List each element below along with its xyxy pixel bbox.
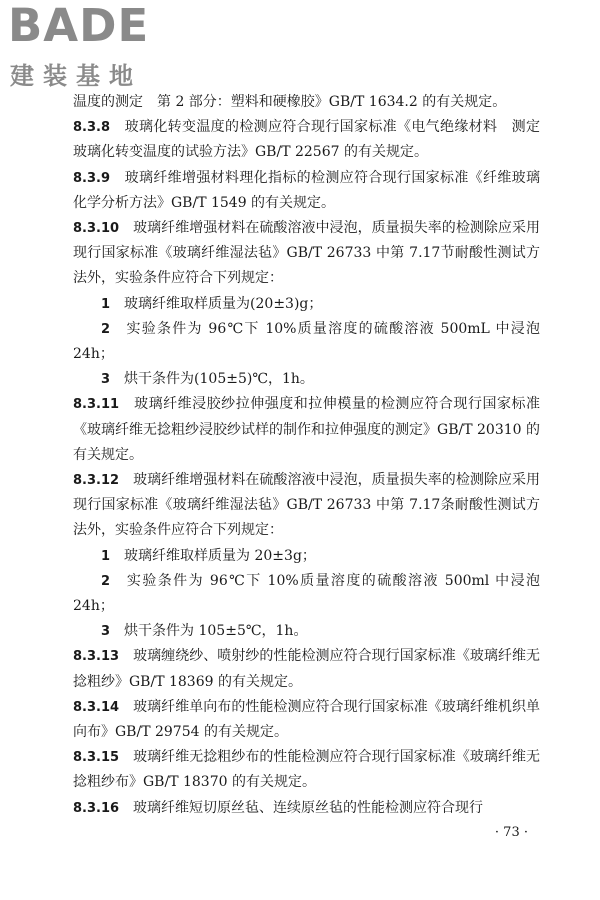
page-number: · 73 · — [494, 825, 528, 840]
list-item — [73, 569, 540, 619]
clause-number: 8.3.12 — [73, 473, 120, 489]
clause-number: 2 — [101, 321, 111, 337]
clause-paragraph — [73, 392, 540, 468]
clause-paragraph — [73, 166, 540, 216]
logo-subtitle: 建装基地 — [10, 62, 142, 90]
clause-text: 玻璃纤维增强材料在硫酸溶液中浸泡，质量损失率的检测除应采用现行国家标准《玻璃纤维湿法毡》GB/T 26733 中第 7.17条耐酸性测试方法外，实验条件应符合下列规定： — [73, 472, 540, 539]
clause-text: 玻璃纤维增强材料理化指标的检测应符合现行国家标准《纤维玻璃化学分析方法》GB/T 1549 的有关规定。 — [73, 169, 540, 211]
clause-number: 8.3.11 — [73, 397, 120, 413]
clause-text: 实验条件为 96℃下 10%质量溶度的硫酸溶液 500ml 中浸泡 24h； — [73, 572, 540, 615]
clause-text: 玻璃化转变温度的检测应符合现行国家标准《电气绝缘材料 测定玻璃化转变温度的试验方法》GB/T 22567 的有关规定。 — [73, 119, 540, 161]
clause-paragraph — [73, 468, 540, 544]
clause-paragraph — [73, 216, 540, 292]
clause-text: 温度的测定 第 2 部分：塑料和硬橡胶》GB/T 1634.2 的有关规定。 — [73, 94, 507, 110]
clause-number: 8.3.8 — [73, 120, 111, 136]
clause-number: 8.3.15 — [73, 750, 120, 766]
clause-text: 玻璃纤维短切原丝毡、连续原丝毡的性能检测应符合现行 — [119, 799, 484, 816]
clause-paragraph — [73, 745, 540, 795]
logo-brand: BADE — [8, 0, 150, 52]
clause-text: 玻璃纤维取样质量为 20±3g； — [110, 547, 316, 564]
clause-number: 8.3.14 — [73, 699, 120, 715]
clause-text: 玻璃纤维单向布的性能检测应符合现行国家标准《玻璃纤维机织单向布》GB/T 29754 的有关规定。 — [73, 698, 540, 741]
clause-paragraph — [73, 115, 540, 165]
clause-number: 8.3.10 — [73, 221, 120, 237]
clause-number: 8.3.16 — [73, 800, 120, 816]
list-item — [73, 292, 540, 317]
list-item — [73, 317, 540, 367]
clause-number: 8.3.9 — [73, 170, 111, 186]
bade-logo — [8, 2, 178, 88]
clause-paragraph — [73, 695, 540, 745]
list-item — [73, 367, 540, 392]
clause-number: 8.3.13 — [73, 649, 120, 665]
clause-text: 烘干条件为 105±5℃，1h。 — [110, 623, 308, 640]
clause-number: 1 — [101, 548, 111, 564]
clause-number: 3 — [101, 624, 111, 640]
clause-paragraph — [73, 644, 540, 694]
clause-paragraph — [73, 796, 540, 821]
clause-text: 玻璃纤维增强材料在硫酸溶液中浸泡，质量损失率的检测除应采用现行国家标准《玻璃纤维湿法毡》GB/T 26733 中第 7.17节耐酸性测试方法外，实验条件应符合下列规定： — [73, 220, 540, 287]
clause-text: 烘干条件为(105±5)℃，1h。 — [110, 371, 314, 388]
clause-text: 玻璃纤维取样质量为(20±3)g； — [110, 295, 323, 312]
clause-text: 玻璃缠绕纱、喷射纱的性能检测应符合现行国家标准《玻璃纤维无捻粗纱》GB/T 18369 的有关规定。 — [73, 648, 540, 690]
clause-text: 玻璃纤维无捻粗纱布的性能检测应符合现行国家标准《玻璃纤维无捻粗纱布》GB/T 18370 的有关规定。 — [73, 749, 540, 791]
list-item — [73, 619, 540, 644]
clause-paragraph — [73, 90, 540, 115]
clause-number: 3 — [101, 372, 111, 388]
list-item — [73, 544, 540, 569]
document-body — [73, 90, 540, 821]
clause-number: 1 — [101, 296, 111, 312]
clause-text: 实验条件为 96℃下 10%质量溶度的硫酸溶液 500mL 中浸泡 24h； — [73, 320, 540, 363]
clause-number: 2 — [101, 573, 111, 589]
clause-text: 玻璃纤维浸胶纱拉伸强度和拉伸模量的检测应符合现行国家标准《玻璃纤维无捻粗纱浸胶纱试样的制作和拉伸强度的测定》GB/T 20310 的有关规定。 — [73, 396, 540, 463]
